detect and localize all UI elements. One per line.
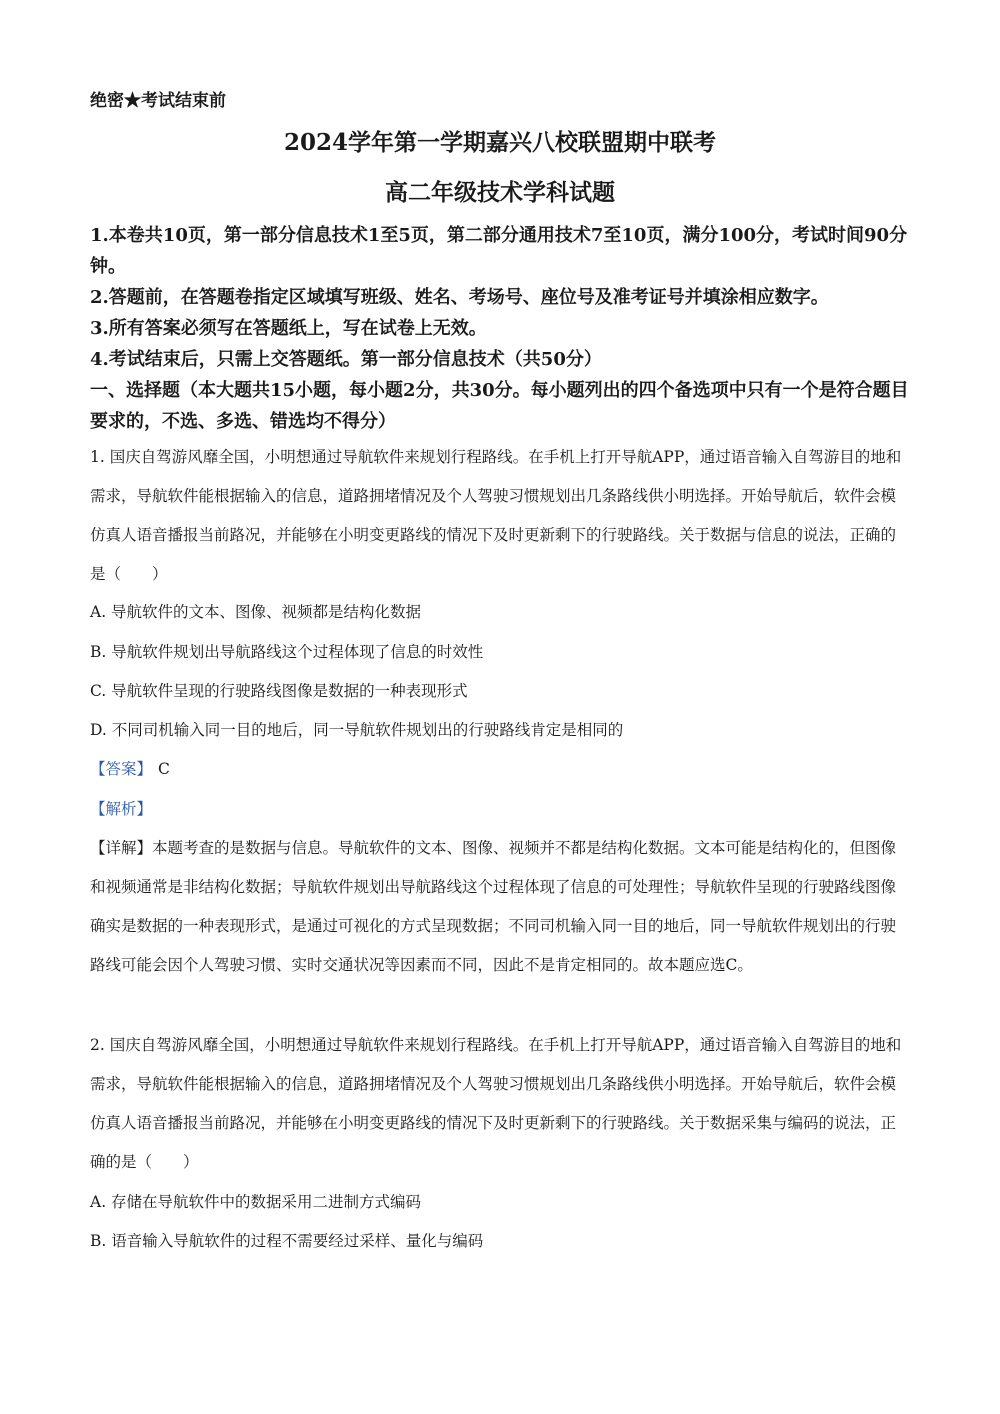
notice-2: 2.答题前，在答题卷指定区域填写班级、姓名、考场号、座位号及准考证号并填涂相应数字。 [90,287,829,308]
notice-3: 3.所有答案必须写在答题纸上，写在试卷上无效。 [90,318,487,339]
question-2-option-b: B. 语音输入导航软件的过程不需要经过采样、量化与编码 [90,1232,484,1250]
detail-paragraph [90,829,910,985]
confidential-label: 绝密★考试结束前 [90,91,226,111]
question-1-option-b: B. 导航软件规划出导航路线这个过程体现了信息的时效性 [90,643,484,661]
question-2-option-a: A. 存储在导航软件中的数据采用二进制方式编码 [90,1193,422,1211]
question-1-stem: 1. 国庆自驾游风靡全国，小明想通过导航软件来规划行程路线。在手机上打开导航APP，通过语音输入自驾游目的地和需求，导航软件能根据输入的信息，道路拥堵情况及个人驾驶习惯规划出几条路线供小明选择。开始导航后，软件会模仿真人语音播报当前路况，并能够在小明变更路线的情况下及时更新剩下的行驶路线。关于数据与信息的说法，正确的是（ ） [90,448,902,583]
question-1-option-d: D. 不同司机输入同一目的地后，同一导航软件规划出的行驶路线肯定是相同的 [90,721,624,739]
exam-title: 2024学年第一学期嘉兴八校联盟期中联考 [283,129,716,156]
notice-1: 1.本卷共10页，第一部分信息技术1至5页，第二部分通用技术7至10页，满分100分，考试时间90分钟。 [90,225,908,277]
question-1-option-a: A. 导航软件的文本、图像、视频都是结构化数据 [90,603,422,621]
section-heading: 一、选择题（本大题共15小题，每小题2分，共30分。每小题列出的四个备选项中只有一个是符合题目要求的，不选、多选、错选均不得分） [90,380,909,432]
answer-line [90,757,910,781]
exam-subtitle: 高二年级技术学科试题 [385,179,615,206]
answer-value: C [158,760,170,778]
notice-4: 4.考试结束后，只需上交答题纸。第一部分信息技术（共50分） [90,349,602,370]
question-2-stem: 2. 国庆自驾游风靡全国，小明想通过导航软件来规划行程路线。在手机上打开导航APP，通过语音输入自驾游目的地和需求，导航软件能根据输入的信息，道路拥堵情况及个人驾驶习惯规划出几条路线供小明选择。开始导航后，软件会模仿真人语音播报当前路况，并能够在小明变更路线的情况下及时更新剩下的行驶路线。关于数据采集与编码的说法，正确的是（ ） [90,1036,902,1171]
detail-label: 【详解】 [90,839,153,857]
detail-text: 本题考查的是数据与信息。导航软件的文本、图像、视频并不都是结构化数据。文本可能是结构化的，但图像和视频通常是非结构化数据；导航软件规划出导航路线这个过程体现了信息的可处理性；导航软件呈现的行驶路线图像确实是数据的一种表现形式，是通过可视化的方式呈现数据；不同司机输入同一目的地后，同一导航软件规划出的行驶路线可能会因个人驾驶习惯、实时交通状况等因素而不同，因此不是肯定相同的。故本题应选C。 [90,839,897,974]
analysis-label: 【解析】 [90,800,153,818]
analysis-line [90,797,910,821]
question-1-option-c: C. 导航软件呈现的行驶路线图像是数据的一种表现形式 [90,682,468,700]
answer-label: 【答案】 [90,760,153,778]
